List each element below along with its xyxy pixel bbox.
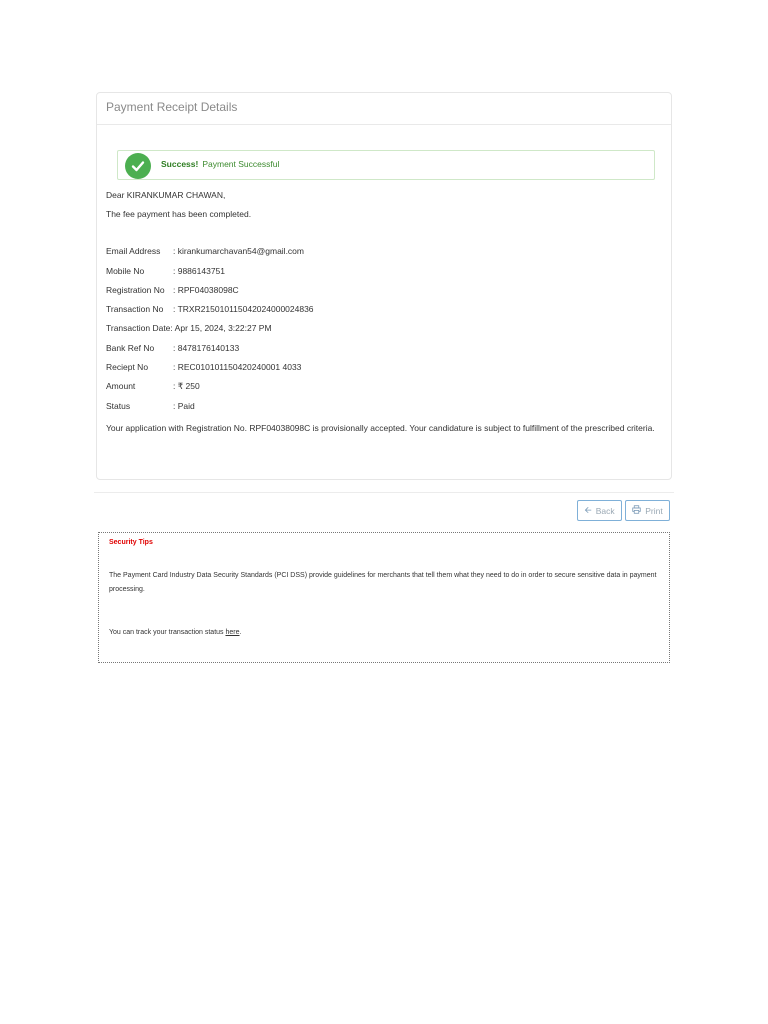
card-title: Payment Receipt Details [97,93,671,125]
track-prefix: You can track your transaction status [109,629,226,636]
track-status-link[interactable]: here [225,629,240,636]
detail-value: : Apr 15, 2024, 3:22:27 PM [170,323,272,333]
detail-transaction-date [106,323,272,333]
detail-transaction-no [106,304,314,314]
back-button[interactable] [577,500,622,521]
detail-label: Mobile No [106,266,145,276]
receipt-card [96,92,672,480]
printer-icon [632,505,641,516]
detail-value: : RPF04038098C [173,285,239,295]
alert-strong: Success! [161,159,199,169]
greeting: Dear KIRANKUMAR CHAWAN, [106,190,226,200]
detail-registration [106,285,239,295]
detail-value: : Paid [173,401,195,411]
detail-value: : kirankumarchavan54@gmail.com [173,246,304,256]
arrow-left-icon: 🡨 [584,504,592,515]
detail-bank-ref [106,343,239,353]
detail-value: : TRXR215010115042024000024836 [173,304,314,314]
print-button-label: Print [645,505,663,516]
check-circle-icon [125,153,151,179]
back-button-label: Back [595,505,615,516]
detail-label: Reciept No [106,362,149,372]
detail-label: Status [106,401,131,411]
divider [94,492,674,493]
completion-text: The fee payment has been completed. [106,209,252,219]
detail-value: : REC010101150420240001 4033 [173,362,302,372]
security-tips-text: The Payment Card Industry Data Security Standards (PCI DSS) provide guidelines for merchants that tell them what they need to do in order to secure sensitive data in payment processing. [109,572,657,593]
detail-email [106,246,304,256]
detail-value: : ₹ 250 [173,381,200,391]
detail-label: Transaction Date [106,323,171,333]
detail-amount [106,381,200,392]
alert-text [161,159,279,169]
success-alert [117,150,655,180]
detail-label: Email Address [106,246,161,256]
security-tips-box [98,532,670,663]
print-button[interactable] [625,500,670,521]
detail-status [106,401,195,411]
detail-mobile [106,266,225,276]
acceptance-note: Your application with Registration No. RPF04038098C is provisionally accepted. Your candidature is subject to fulfillment of the prescribed criteria. [106,423,655,433]
track-status-text [109,629,241,636]
track-suffix: . [239,629,242,636]
detail-value: : 9886143751 [173,266,225,276]
detail-label: Transaction No [106,304,164,314]
security-tips-title: Security Tips [109,539,153,546]
detail-receipt-no [106,362,301,372]
detail-label: Registration No [106,285,165,295]
detail-value: : 8478176140133 [173,343,240,353]
detail-label: Bank Ref No [106,343,155,353]
detail-label: Amount [106,381,136,391]
alert-message: Payment Successful [202,159,280,169]
